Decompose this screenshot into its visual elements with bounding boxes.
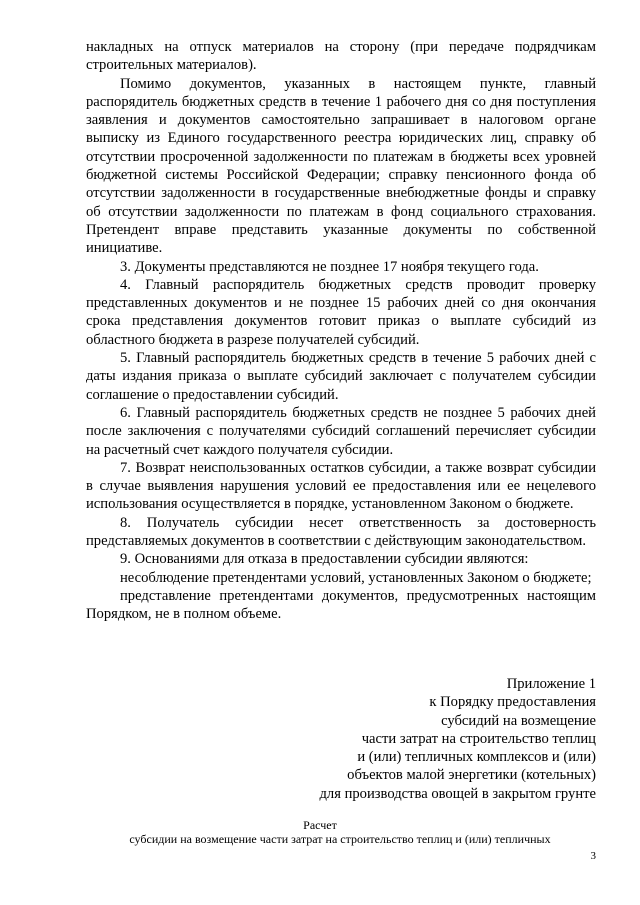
paragraph-item-6: 6. Главный распорядитель бюджетных средств не позднее 5 рабочих дней после заключения с получателями субсидий соглашений перечисляет субсидии на расчетный счет каждого получателя субсидии.: [86, 404, 596, 458]
paragraph-refusal-reason-1: несоблюдение претендентами условий, установленных Законом о бюджете;: [120, 569, 592, 586]
paragraph-item-9: 9. Основаниями для отказа в предоставлении субсидии являются:: [120, 551, 529, 568]
paragraph-item-5: 5. Главный распорядитель бюджетных средств в течение 5 рабочих дней с даты издания приказа о выплате субсидий заключает с получателем субсидии соглашение о предоставлении субсидий.: [86, 350, 596, 403]
paragraph-item-4: 4. Главный распорядитель бюджетных средств проводит проверку представленных документов и не позднее 15 рабочих дней со дня окончания срока представления документов готовит приказ о выплате субсидий из областного бюджета в разрезе получателей субсидий.: [86, 276, 596, 348]
body-text: [86, 38, 596, 624]
page-number: 3: [590, 850, 596, 862]
paragraph-item-8: 8. Получатель субсидии несет ответственность за достоверность представляемых документов в соответствии с действующим законодательством.: [86, 514, 596, 550]
calculation-title: Расчет: [303, 818, 337, 832]
calculation-subtitle: субсидии на возмещение части затрат на строительство теплиц и (или) тепличных: [129, 832, 551, 846]
paragraph-item-3: 3. Документы представляются не позднее 17 ноября текущего года.: [120, 258, 539, 275]
appendix-line: к Порядку предоставления: [429, 694, 596, 711]
appendix-line: Приложение 1: [506, 676, 596, 692]
appendix-line: для производства овощей в закрытом грунте: [319, 785, 596, 802]
paragraph-requested-documents: Помимо документов, указанных в настоящем пункте, главный распорядитель бюджетных средств в течение 1 рабочего дня со дня поступления заявления и документов самостоятельно запрашивает в налоговом органе выписку из Единого государственного реестра юридических лиц, справку об отсутствии просроченной задолженности по платежам в бюджеты всех уровней бюджетной системы Российской Федерации; справку пенсионного фонда об отсутствии задолженности в государственные внебюджетные фонды и справку об отсутствии задолженности по платежам в фонд социального страхования. Претендент вправе представить указанные документы по собственной инициативе.: [86, 75, 596, 257]
paragraph-refusal-reason-2: представление претендентами документов, предусмотренных настоящим Порядком, не в полном объеме.: [86, 587, 596, 623]
appendix-heading: [236, 675, 596, 803]
paragraph-continuation: накладных на отпуск материалов на сторону (при передаче подрядчикам строительных материалов).: [86, 39, 596, 74]
appendix-line: объектов малой энергетики (котельных): [347, 767, 596, 784]
appendix-line: субсидий на возмещение: [441, 712, 596, 729]
paragraph-item-7: 7. Возврат неиспользованных остатков субсидии, а также возврат субсидии в случае выявления нарушения условий ее предоставления или ее нецелевого использования осуществляется в порядке, установленном Законом о бюджете.: [86, 459, 596, 513]
appendix-line: части затрат на строительство теплиц: [361, 730, 596, 747]
appendix-line: и (или) тепличных комплексов и (или): [357, 749, 596, 766]
